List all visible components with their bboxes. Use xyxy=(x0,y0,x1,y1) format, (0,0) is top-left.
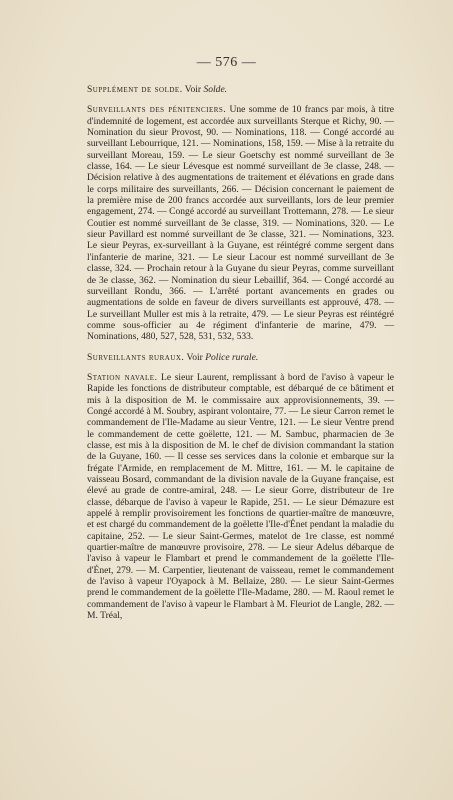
entry-reference: Solde. xyxy=(203,84,228,95)
index-entry-surveillants-ruraux xyxy=(87,352,394,363)
index-entry-surveillants-des-penitenciers xyxy=(87,104,394,342)
entry-text: Voir xyxy=(182,84,204,95)
entry-heading: Surveillants ruraux. xyxy=(87,351,185,363)
index-entry-supplement-de-solde xyxy=(87,84,394,95)
entry-text: Le sieur Laurent, remplissant à bord de l'aviso à vapeur le Rapide les fonctions de distributeur comptable, est débarqué de ce bâtiment et mis à la disposition de M. le commissaire aux approvisionnements, 39. — Congé accordé à M. Soubry, aspirant volontaire, 77. — Le sieur Carron remet le commandement de l'Ile-Madame au sieur Ventre, 121. — Le sieur Ventre prend le commandement de cette goëlette, 121. — M. Sambuc, pharmacien de 3e classe, est mis à la disposition de M. le chef de division commandant la station de la Guyane, 160. — Il cesse ses services dans la colonie et embarque sur la frégate l'Armide, en remplacement de M. Mittre, 161. — M. le capitaine de vaisseau Bosard, commandant de la division navale de la Guyane française, est élevé au grade de contre-amiral, 248. — Le sieur Gorre, distributeur de 1re classe, débarque de l'aviso à vapeur le Rapide, 251. — Le sieur Démazure est appelé à remplir provisoirement les fonctions de quartier-maître de manœuvre, et est chargé du commandement de la goëlette l'Ile-d'Énet pendant la maladie du capitaine, 252. — Le sieur Saint-Germes, matelot de 1re classe, est nommé quartier-maître de manœuvre provisoire, 278. — Le sieur Adelus débarque de l'aviso à vapeur le Flambart et prend le commandement de la goëlette l'Ile-d'Énet, 279. — M. Carpentier, lieutenant de vaisseau, remet le commandement de l'aviso à vapeur l'Oyapock à M. Bellaize, 280. — Le sieur Saint-Germes prend le commandement de la goëlette l'Ile-Madame, 280. — M. Raoul remet le commandement de l'aviso à vapeur le Flambart à M. Fleuriot de Langle, 282. — M. Tréal, xyxy=(87,371,395,622)
page-number: — 576 — xyxy=(196,55,257,70)
index-content xyxy=(87,84,394,630)
entry-heading: Supplément de solde. xyxy=(87,84,183,95)
entry-text: Voir xyxy=(184,351,206,363)
entry-heading: Station navale. xyxy=(87,371,158,383)
entry-text: Une somme de 10 francs par mois, à titre d'indemnité de logement, est accordée aux surveillants Sterque et Richy, 90. — Nomination du sieur Provost, 90. — Nominations, 118. — Congé accordé au surveillant Lebourrique, 121. — Nominations, 158, 159. — Mise à la retraite du surveillant Moreau, 159. — Le sieur Goetschy est nommé surveillant de 3e classe, 164. — Le sieur Lévesque est nommé surveillant de 3e classe, 248. — Décision relative à des augmentations de traitement et élévations en grade dans le corps militaire des surveillants, 266. — Décision concernant le paiement de la première mise de 200 francs accordée aux surveillants, lors de leur premier engagement, 274. — Congé accordé au surveillant Trottemann, 278. — Le sieur Coutier est nommé surveillant de 3e classe, 319. — Nominations, 320. — Le sieur Pavillard est nommé surveillant de 3e classe, 321. — Nominations, 323. Le sieur Peyras, ex-surveillant à la Guyane, est réintégré comme sergent dans l'infanterie de marine, 321. — Le sieur Lacour est nommé surveillant de 3e classe, 324. — Prochain retour à la Guyane du sieur Peyras, comme surveillant de 3e classe, 362. — Nomination du sieur Lebaillif, 364. — Congé accordé au surveillant Rondu, 366. — L'arrêté portant avancements en grades ou augmentations de solde en faveur de divers surveillants est approuvé, 478. — Le surveillant Muller est mis à la retraite, 479. — Le sieur Peyras est réintégré comme sous-officier au 4e régiment d'infanterie de marine, 479. — Nominations, 480, 527, 528, 531, 532, 533. xyxy=(87,104,394,343)
entry-reference: Police rurale. xyxy=(205,351,259,363)
entry-heading: Surveillants des pénitenciers. xyxy=(87,104,227,116)
index-entry-station-navale xyxy=(87,372,394,622)
